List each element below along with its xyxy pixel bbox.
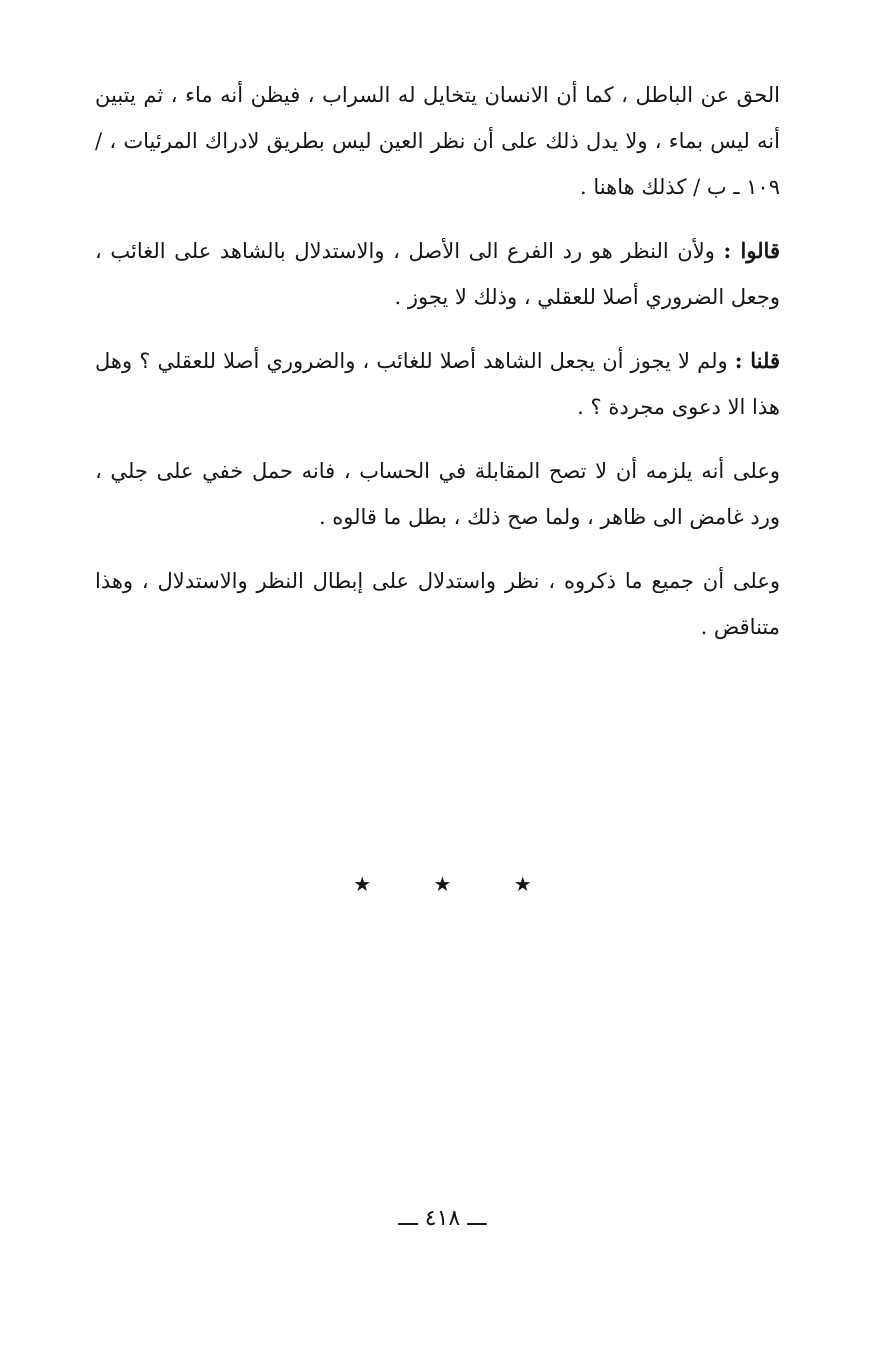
paragraph-3-text: ولم لا يجوز أن يجعل الشاهد أصلا للغائب ، والضروري أصلا للعقلي ؟ وهل هذا الا دعوى مجردة ؟ .: [95, 349, 780, 419]
paragraph-2: [95, 228, 780, 320]
paragraph-1: [95, 72, 780, 210]
paragraph-4-text: وعلى أنه يلزمه أن لا تصح المقابلة في الحساب ، فانه حمل خفي على جلي ، ورد غامض الى ظاهر ، ولما صح ذلك ، بطل ما قالوه .: [95, 459, 781, 529]
paragraph-1-text: الحق عن الباطل ، كما أن الانسان يتخايل له السراب ، فيظن أنه ماء ، ثم يتبين أنه ليس بماء ، ولا يدل ذلك على أن نظر العين ليس بطريق لادراك المرئيات ، / ١٠٩ ـ ب / كذلك هاهنا .: [95, 83, 780, 199]
paragraph-3: [95, 338, 780, 430]
paragraph-4: [95, 448, 780, 540]
paragraph-5: [95, 558, 780, 650]
paragraph-2-label: قالوا :: [723, 238, 780, 263]
body-text: [95, 72, 780, 668]
page-number: ـــ ٤١٨ ـــ: [398, 1206, 487, 1231]
paragraph-5-text: وعلى أن جميع ما ذكروه ، نظر واستدلال على إبطال النظر والاستدلال ، وهذا متناقض .: [95, 569, 780, 639]
paragraph-2-text: ولأن النظر هو رد الفرع الى الأصل ، والاستدلال بالشاهد على الغائب ، وجعل الضروري أصلا للعقلي ، وذلك لا يجوز .: [95, 239, 780, 309]
section-separator: ★ ★ ★: [353, 872, 560, 896]
paragraph-3-label: قلنا :: [734, 348, 780, 373]
